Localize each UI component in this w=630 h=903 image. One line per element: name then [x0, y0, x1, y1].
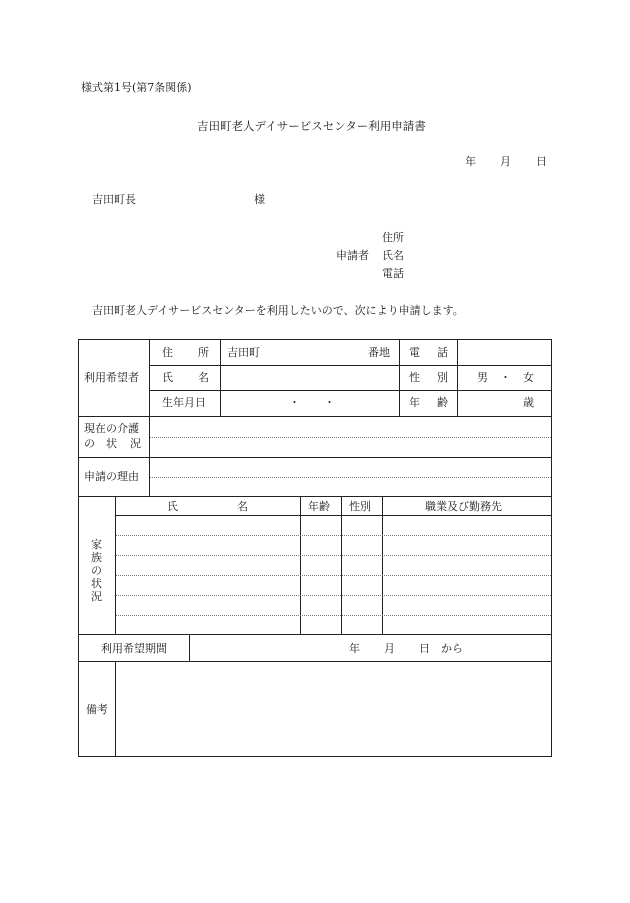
- family-col-age: 年齢: [308, 500, 330, 513]
- period-from-label: から: [441, 642, 463, 655]
- date-year-label: 年: [465, 155, 476, 168]
- name-label-1: 氏: [162, 371, 173, 384]
- address-town: 吉田町: [227, 346, 260, 359]
- care-label-line2-a: の: [84, 437, 95, 450]
- date-day-label: 日: [536, 155, 547, 168]
- family-col-gender: 性別: [349, 500, 371, 513]
- period-year-label: 年: [349, 642, 360, 655]
- care-label-line2-c: 況: [130, 437, 141, 450]
- honorific: 様: [254, 193, 265, 206]
- applicant-address-label: 住所: [382, 231, 404, 244]
- applicant-name-label: 氏名: [382, 249, 404, 262]
- family-label-char: 族: [91, 551, 102, 564]
- family-col-job: 職業及び勤務先: [425, 500, 502, 513]
- form-number: 様式第1号(第7条関係): [81, 81, 192, 94]
- family-label-char: 況: [91, 590, 102, 603]
- age-label-1: 年: [409, 396, 420, 409]
- gender-female: 女: [523, 371, 534, 384]
- phone-label-2: 話: [437, 346, 448, 359]
- reason-label: 申請の理由: [84, 470, 139, 483]
- family-col-name-1: 氏: [167, 500, 178, 513]
- gender-label-1: 性: [409, 371, 420, 384]
- applicant-label: 申請者: [336, 249, 369, 262]
- family-col-name-2: 名: [237, 500, 248, 513]
- period-month-label: 月: [384, 642, 395, 655]
- document-title: 吉田町老人デイサービスセンター利用申請書: [197, 119, 426, 133]
- age-label-2: 齢: [437, 396, 448, 409]
- address-label-2: 所: [198, 346, 209, 359]
- family-label-char: の: [91, 564, 102, 577]
- gender-label-2: 別: [437, 371, 448, 384]
- applicant-phone-label: 電話: [382, 267, 404, 280]
- age-unit: 歳: [523, 396, 534, 409]
- dob-separator-2: ・: [324, 396, 335, 409]
- name-label-2: 名: [198, 371, 209, 384]
- family-label-char: 家: [91, 538, 102, 551]
- period-label: 利用希望期間: [101, 642, 167, 655]
- addressee: 吉田町長: [92, 193, 136, 206]
- address-label-1: 住: [162, 346, 173, 359]
- phone-label-1: 電: [409, 346, 420, 359]
- care-label-line1: 現在の介護: [84, 422, 139, 435]
- intro-text: 吉田町老人デイサービスセンターを利用したいので、次により申請します。: [92, 304, 464, 317]
- date-month-label: 月: [500, 155, 511, 168]
- gender-separator: ・: [500, 371, 511, 384]
- dob-separator-1: ・: [289, 396, 300, 409]
- gender-male: 男: [477, 371, 488, 384]
- family-label-char: 状: [91, 577, 102, 590]
- address-banchi: 番地: [368, 346, 390, 359]
- remarks-label: 備考: [86, 703, 108, 716]
- period-day-label: 日: [419, 642, 430, 655]
- user-section-label: 利用希望者: [84, 371, 139, 384]
- care-label-line2-b: 状: [106, 437, 117, 450]
- dob-label: 生年月日: [162, 396, 206, 409]
